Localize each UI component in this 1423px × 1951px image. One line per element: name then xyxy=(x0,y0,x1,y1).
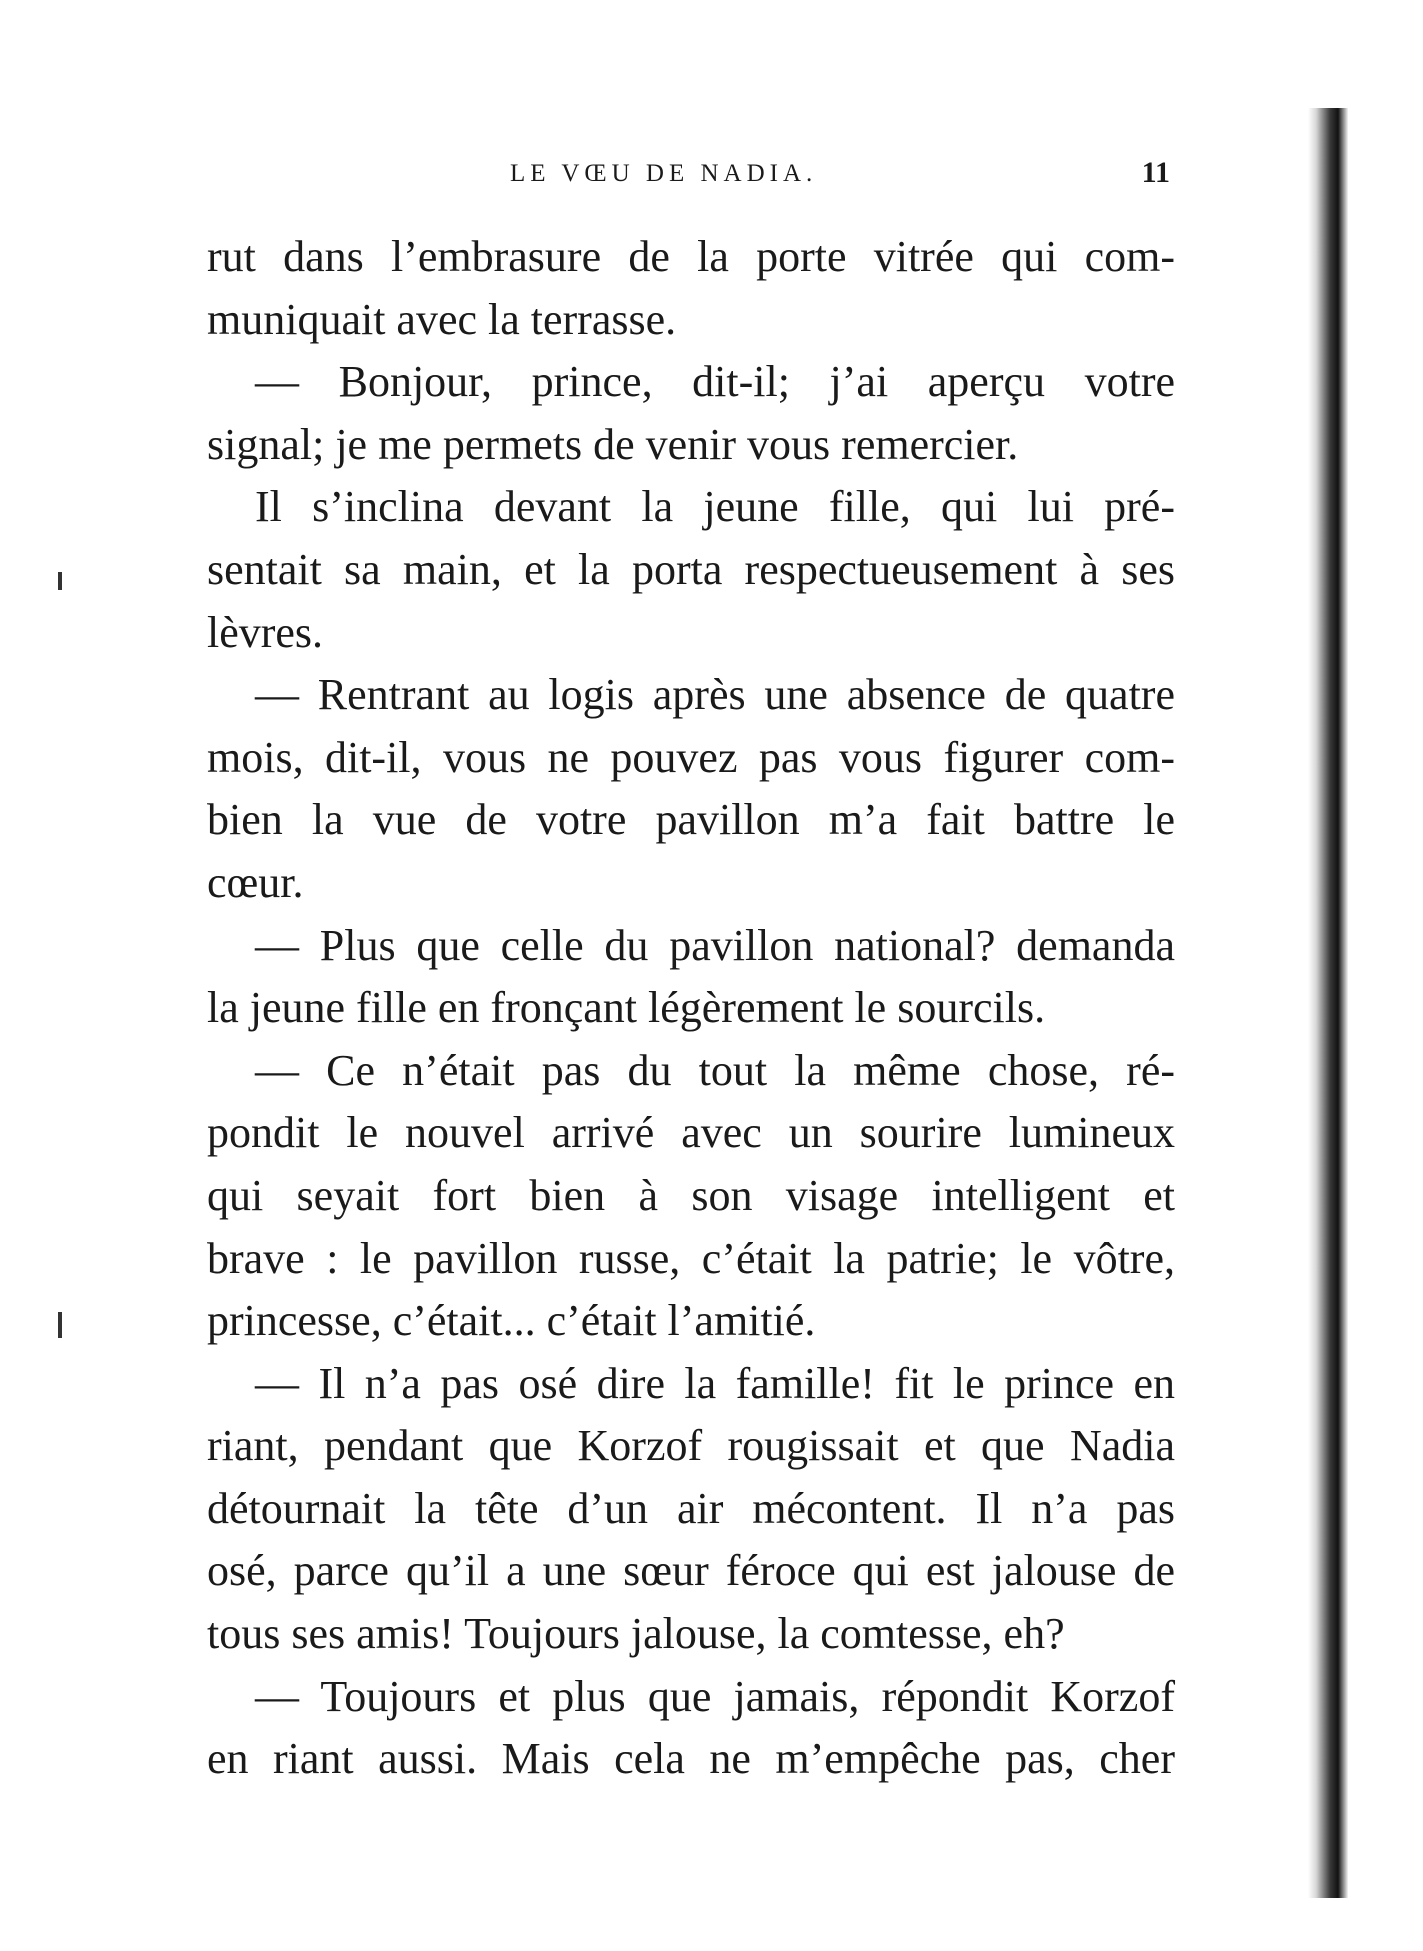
text-line: lèvres. xyxy=(207,607,324,657)
text-line: sentait sa main, et la porta respectueusement à ses xyxy=(207,544,1175,594)
text-line: osé, parce qu’il a une sœur féroce qui est jalouse de xyxy=(207,1546,1175,1596)
text-line: qui seyait fort bien à son visage intelligent et xyxy=(207,1170,1175,1220)
text-line: détournait la tête d’un air mécontent. Il n’a pas xyxy=(207,1483,1175,1533)
text-line: Il s’inclina devant la jeune fille, qui lui pré- xyxy=(255,482,1175,532)
text-line: princesse, c’était... c’était l’amitié. xyxy=(207,1296,816,1346)
text-line: pondit le nouvel arrivé avec un sourire lumineux xyxy=(207,1108,1175,1158)
text-line: rut dans l’embrasure de la porte vitrée qui com- xyxy=(207,232,1175,281)
running-head xyxy=(210,156,1170,200)
text-line: — Rentrant au logis après une absence de quatre xyxy=(255,670,1175,720)
text-line: — Il n’a pas osé dire la famille! fit le prince en xyxy=(255,1358,1175,1408)
margin-speck xyxy=(58,572,62,590)
page-number: 11 xyxy=(1141,156,1170,189)
text-line: tous ses amis! Toujours jalouse, la comtesse, eh? xyxy=(207,1609,1065,1659)
text-line: mois, dit-il, vous ne pouvez pas vous figurer com- xyxy=(207,732,1175,782)
text-line: signal; je me permets de venir vous remercier. xyxy=(207,419,1019,469)
text-line: — Toujours et plus que jamais, répondit Korzof xyxy=(255,1671,1175,1721)
running-title: LE VŒU DE NADIA. xyxy=(510,160,818,187)
text-line: la jeune fille en fronçant légèrement le sourcils. xyxy=(207,983,1046,1033)
text-line: — Ce n’était pas du tout la même chose, ré- xyxy=(255,1045,1175,1095)
binding-shadow xyxy=(1308,108,1348,1898)
text-line: en riant aussi. Mais cela ne m’empêche pas, cher xyxy=(207,1734,1175,1784)
text-line: brave : le pavillon russe, c’était la patrie; le vôtre, xyxy=(207,1233,1175,1283)
margin-speck xyxy=(58,1312,62,1338)
text-line: muniquait avec la terrasse. xyxy=(207,294,677,344)
text-line: bien la vue de votre pavillon m’a fait battre le xyxy=(207,795,1175,845)
text-line: — Plus que celle du pavillon national? demanda xyxy=(255,920,1175,970)
text-line: — Bonjour, prince, dit-il; j’ai aperçu votre xyxy=(255,357,1175,407)
text-line: cœur. xyxy=(207,857,304,907)
text-line: riant, pendant que Korzof rougissait et que Nadia xyxy=(207,1421,1175,1471)
body-text xyxy=(207,226,1175,1791)
